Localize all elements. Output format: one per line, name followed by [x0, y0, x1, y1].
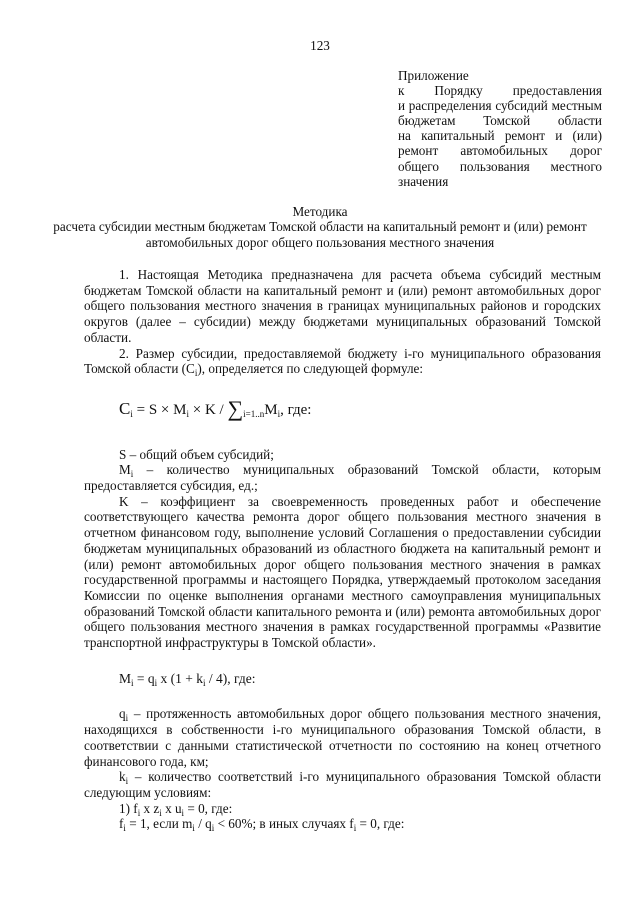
definition-m: [84, 462, 601, 493]
formula-term: = q: [133, 670, 155, 686]
subscript: i=1..n: [243, 408, 265, 419]
sum-symbol: ∑: [227, 395, 244, 421]
condition-text: < 60%; в иных случаях f: [214, 816, 354, 832]
condition-text: 1) f: [119, 800, 138, 816]
appendix-line: ремонт автомобильных дорог: [398, 143, 602, 159]
paragraph-2-text: ), определяется по следующей формуле:: [197, 361, 424, 377]
symbol: k: [119, 769, 126, 785]
appendix-line: общего пользования местного: [398, 158, 602, 174]
subscript: i: [123, 823, 126, 834]
subscript: i: [181, 807, 185, 818]
formula-term: M: [264, 401, 278, 418]
formula-subsidy: [84, 395, 601, 421]
appendix-block: [398, 68, 602, 189]
subscript: i: [211, 823, 215, 834]
subscript: i: [154, 677, 158, 688]
formula-term: C: [119, 398, 131, 418]
condition-text: = 0, где:: [356, 816, 405, 832]
condition-text: x u: [161, 800, 182, 816]
formula-mi: [84, 671, 601, 687]
condition-text: f: [119, 816, 124, 832]
definition-text: – количество муниципальных образований Томской области, которым предоставляется субсидия, ед.;: [84, 462, 601, 494]
subscript: i: [130, 469, 134, 480]
definition-q: [84, 706, 601, 769]
paragraph-2-text: 2. Размер субсидии, предоставляемой бюджету i-го муниципального образования Томской области (С: [84, 345, 601, 377]
subscript: i: [125, 776, 129, 787]
subscript: i: [186, 408, 189, 419]
page-number: 123: [310, 38, 330, 53]
subscript: i: [137, 807, 141, 818]
formula-term: M: [119, 670, 132, 686]
formula-term: × K /: [188, 401, 228, 418]
condition-2: [84, 816, 601, 832]
appendix-line: на капитальный ремонт и (или): [398, 128, 602, 144]
formula-term: , где:: [280, 401, 312, 418]
definition-text: – протяженность автомобильных дорог общего пользования местного значения, находящихся в собственности i-го муниципального образования Томской области, в соответствии с данными статистической отчетности по состоянию на конец отчетного финансового года, км;: [84, 706, 601, 769]
definition-ki: [84, 769, 601, 800]
subscript: i: [203, 677, 206, 688]
definition-text: – количество соответствий i-го муниципального образования Томской области следующим условиям:: [84, 769, 601, 800]
subscript: i: [353, 823, 357, 834]
subscript: i: [277, 408, 281, 419]
appendix-line: и распределения субсидий местным: [398, 98, 602, 114]
subscript: i: [125, 713, 129, 724]
condition-text: = 1, если m: [125, 816, 193, 832]
symbol: M: [119, 462, 131, 478]
paragraph-2: [84, 346, 601, 377]
condition-text: = 0, где:: [184, 800, 233, 816]
appendix-line: бюджетам Томской области: [398, 113, 602, 129]
subscript: i: [194, 368, 198, 379]
definition-s: S – общий объем субсидий;: [119, 446, 274, 462]
appendix-line: значения: [398, 173, 449, 189]
subscript: i: [192, 823, 195, 834]
subscript: i: [159, 807, 162, 818]
formula-term: = S × M: [132, 401, 187, 418]
formula-term: / 4), где:: [205, 670, 256, 686]
document-title: Методика: [292, 204, 348, 219]
appendix-line: к Порядку предоставления: [398, 83, 602, 99]
appendix-line: Приложение: [398, 68, 469, 83]
condition-1: [84, 801, 601, 817]
formula-term: x (1 + k: [157, 670, 204, 686]
definition-k: K – коэффициент за своевременность проведенных работ и обеспечение соответствующего качества ремонта дорог общего пользования местного значения в отчетном финансовом году, выполнение условий Соглашения о предоставлении субсидии бюджетам муниципальных образований из областного бюджета на капитальный ремонт и (или) ремонт автомобильных дорог общего пользования местного значения в рамках государственной программы и настоящего Порядка, утверждаемый протоколом заседания Комиссии по оценке выполнения органами местного самоуправления муниципальных образований Томской области капитального ремонта и (или) ремонта автомобильных дорог общего пользования местного значения в рамках государственной программы «Развитие транспортной инфраструктуры в Томской области».: [84, 493, 601, 651]
condition-text: x z: [140, 800, 160, 816]
condition-text: / q: [194, 816, 212, 832]
subscript: i: [130, 408, 133, 419]
subscript: i: [131, 677, 134, 688]
symbol: q: [119, 706, 126, 722]
document-subtitle: расчета субсидии местным бюджетам Томской области на капитальный ремонт и (или) ремонт автомобильных дорог общего пользования местного значения: [53, 219, 587, 250]
document-body: [84, 267, 601, 832]
paragraph-1: 1. Настоящая Методика предназначена для расчета объема субсидий местным бюджетам Томской области на капитальный ремонт и (или) ремонт автомобильных дорог общего пользования местного значения в границах муниципальных районов и городских округов (далее – субсидии) между бюджетами муниципальных образований Томской области.: [84, 267, 601, 345]
